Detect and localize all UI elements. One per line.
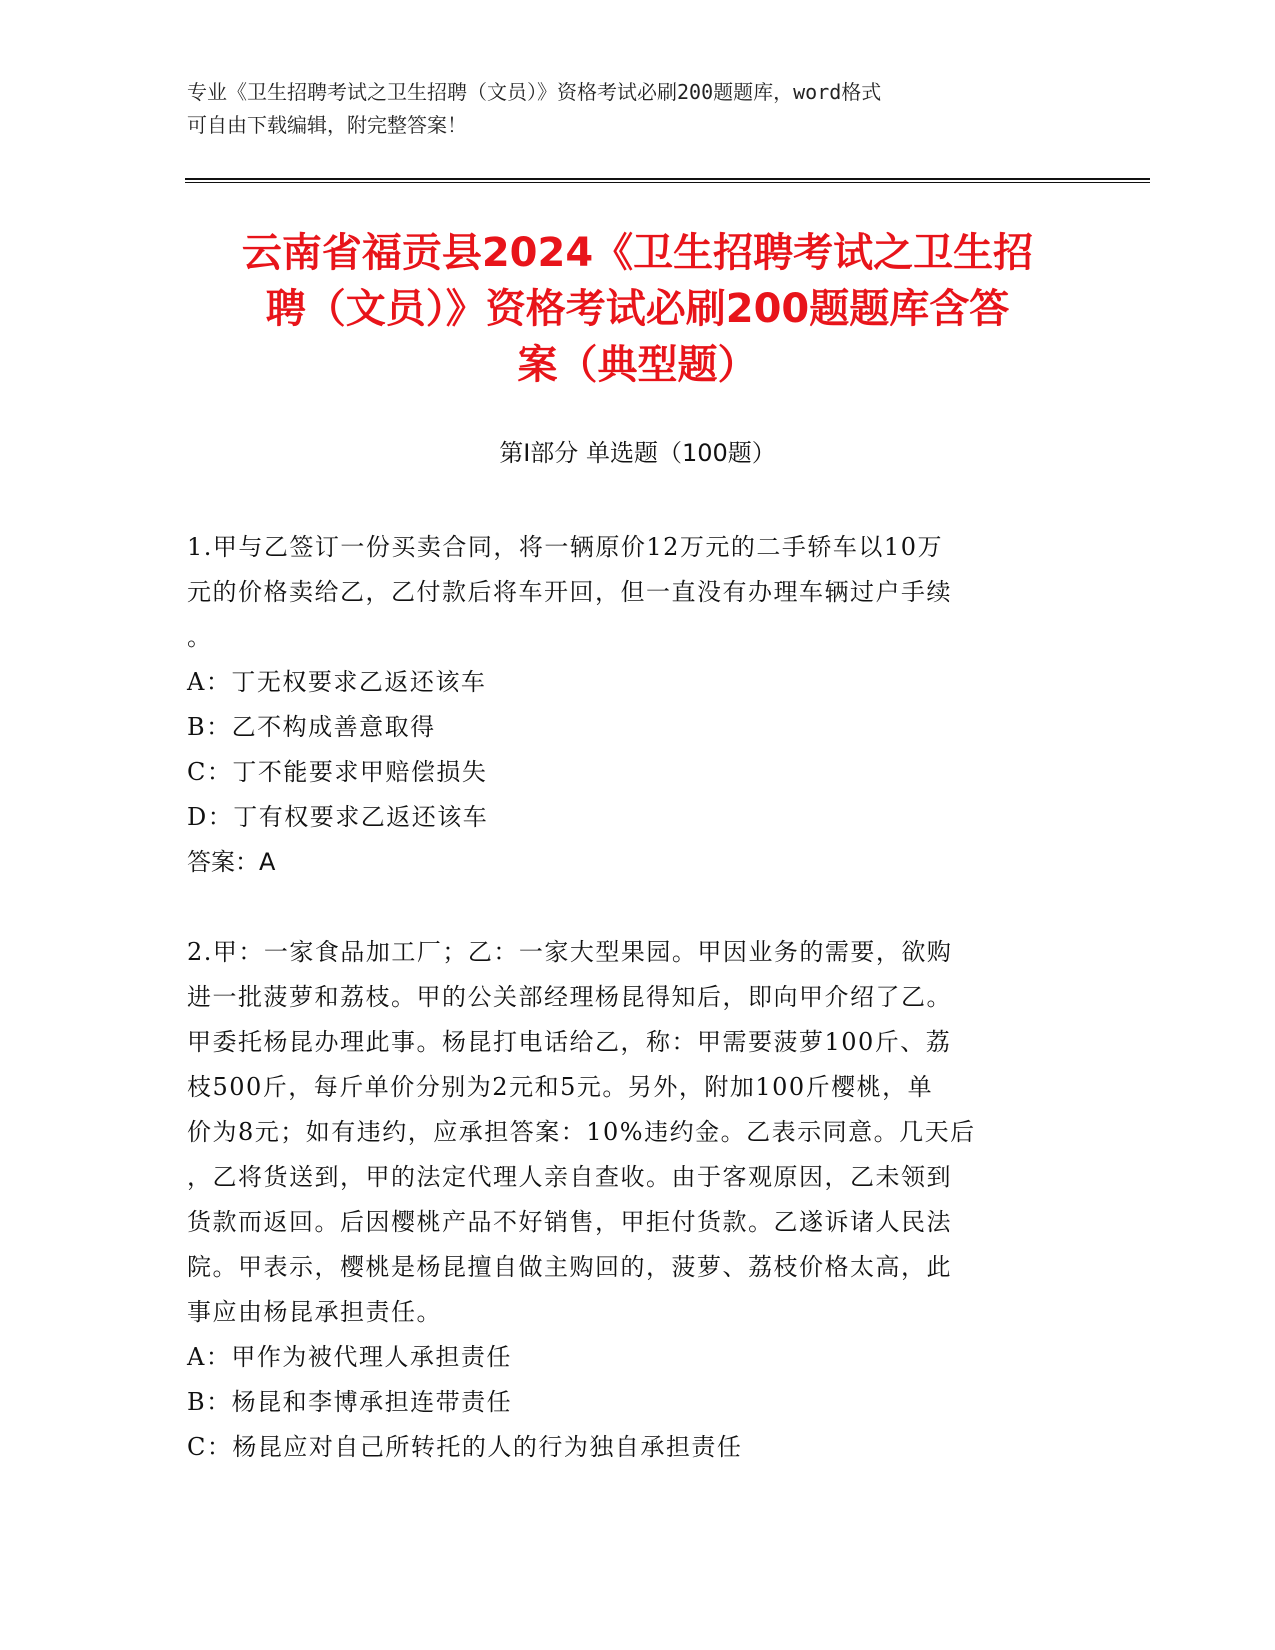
question-2-option-c: C：杨昆应对自己所转托的人的行为独自承担责任 xyxy=(187,1433,743,1461)
title-line-2: 聘（文员）》资格考试必刷200题题库含答 xyxy=(265,286,1010,332)
header-line-2: 可自由下载编辑，附完整答案！ xyxy=(187,113,467,137)
question-1-option-c: C：丁不能要求甲赔偿损失 xyxy=(187,758,488,786)
title-line-1: 云南省福贡县2024《卫生招聘考试之卫生招 xyxy=(241,230,1034,276)
question-1 xyxy=(187,525,1067,885)
question-2-line-7: 货款而返回。后因樱桃产品不好销售，甲拒付货款。乙遂诉诸人民法 xyxy=(187,1208,952,1236)
section-title: 第Ⅰ部分 单选题（100题） xyxy=(499,439,776,467)
question-list xyxy=(187,525,1067,1470)
page-header xyxy=(187,76,1067,142)
question-2-line-1: 2.甲：一家食品加工厂；乙：一家大型果园。甲因业务的需要，欲购 xyxy=(187,938,953,966)
title-line-3: 案（典型题） xyxy=(517,342,758,388)
question-1-line-2: 元的价格卖给乙，乙付款后将车开回，但一直没有办理车辆过户手续 xyxy=(187,578,952,606)
question-2-line-4: 枝500斤，每斤单价分别为2元和5元。另外，附加100斤樱桃，单 xyxy=(187,1073,934,1101)
header-divider-thin xyxy=(185,182,1150,183)
question-2-line-8: 院。甲表示，樱桃是杨昆擅自做主购回的，菠萝、荔枝价格太高，此 xyxy=(187,1253,952,1281)
question-1-line-1: 1.甲与乙签订一份买卖合同，将一辆原价12万元的二手轿车以10万 xyxy=(187,533,943,561)
header-divider-thick xyxy=(185,178,1150,180)
question-2-line-5: 价为8元；如有违约，应承担答案：10%违约金。乙表示同意。几天后 xyxy=(187,1118,976,1146)
question-2-line-3: 甲委托杨昆办理此事。杨昆打电话给乙，称：甲需要菠萝100斤、荔 xyxy=(187,1028,952,1056)
question-1-option-d: D：丁有权要求乙返还该车 xyxy=(187,803,489,831)
question-2-line-2: 进一批菠萝和荔枝。甲的公关部经理杨昆得知后，即向甲介绍了乙。 xyxy=(187,983,952,1011)
question-1-line-3: 。 xyxy=(187,623,213,651)
question-1-option-b: B：乙不构成善意取得 xyxy=(187,713,436,741)
question-spacer xyxy=(187,885,1067,930)
question-2-option-a: A：甲作为被代理人承担责任 xyxy=(187,1343,512,1371)
header-line-1: 专业《卫生招聘考试之卫生招聘（文员）》资格考试必刷200题题库，word格式 xyxy=(187,80,882,104)
question-2 xyxy=(187,930,1067,1470)
question-2-line-6: ，乙将货送到，甲的法定代理人亲自查收。由于客观原因，乙未领到 xyxy=(187,1163,952,1191)
document-title xyxy=(180,225,1095,393)
question-1-option-a: A：丁无权要求乙返还该车 xyxy=(187,668,487,696)
question-2-line-9: 事应由杨昆承担责任。 xyxy=(187,1298,442,1326)
question-2-option-b: B：杨昆和李博承担连带责任 xyxy=(187,1388,513,1416)
question-1-answer: 答案：A xyxy=(187,848,276,876)
